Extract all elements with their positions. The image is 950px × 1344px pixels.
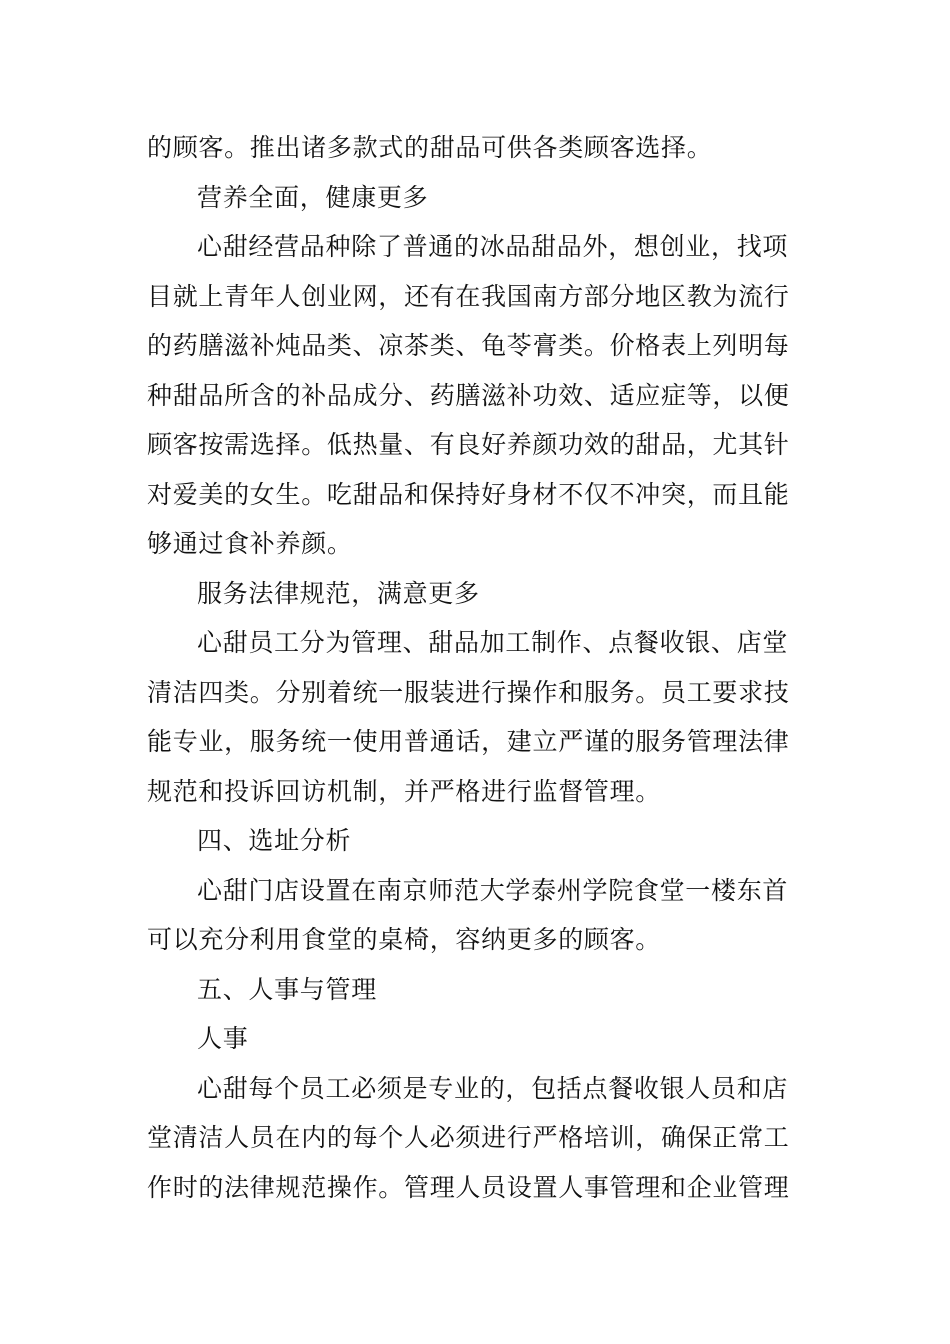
section-heading: 五、人事与管理	[197, 974, 377, 1004]
text-line: 能专业，服务统一使用普通话，建立严谨的服务管理法律	[147, 727, 790, 756]
text-line: 顾客按需选择。低热量、有良好养颜功效的甜品，尤其针	[147, 430, 790, 459]
text-line: 心甜经营品种除了普通的冰品甜品外，想创业，找项	[197, 232, 789, 261]
text-line: 心甜每个员工必须是专业的，包括点餐收银人员和店	[197, 1073, 789, 1103]
text-line: 目就上青年人创业网，还有在我国南方部分地区教为流行	[147, 281, 790, 311]
text-line: 清洁四类。分别着统一服装进行操作和服务。员工要求技	[147, 677, 790, 707]
section-heading: 服务法律规范，满意更多	[197, 578, 480, 608]
section-heading: 四、选址分析	[197, 826, 352, 855]
text-line: 可以充分利用食堂的桌椅，容纳更多的顾客。	[147, 925, 662, 954]
document-body	[147, 123, 807, 1212]
text-line: 心甜门店设置在南京师范大学泰州学院食堂一楼东首	[197, 875, 789, 905]
text-line: 作时的法律规范操作。管理人员设置人事管理和企业管理	[147, 1172, 790, 1202]
text-line: 种甜品所含的补品成分、药膳滋补功效、适应症等，以便	[147, 380, 790, 410]
text-line: 堂清洁人员在内的每个人必须进行严格培训，确保正常工	[147, 1123, 790, 1152]
text-line: 的顾客。推出诸多款式的甜品可供各类顾客选择。	[147, 133, 713, 162]
text-line: 对爱美的女生。吃甜品和保持好身材不仅不冲突，而且能	[147, 479, 790, 509]
section-heading: 营养全面，健康更多	[197, 182, 429, 212]
text-line: 的药膳滋补炖品类、凉茶类、龟苓膏类。价格表上列明每	[147, 331, 790, 360]
text-line: 规范和投诉回访机制，并严格进行监督管理。	[147, 776, 662, 806]
subsection-heading: 人事	[197, 1024, 249, 1053]
text-line: 心甜员工分为管理、甜品加工制作、点餐收银、店堂	[197, 628, 789, 657]
text-line: 够通过食补养颜。	[147, 529, 353, 558]
